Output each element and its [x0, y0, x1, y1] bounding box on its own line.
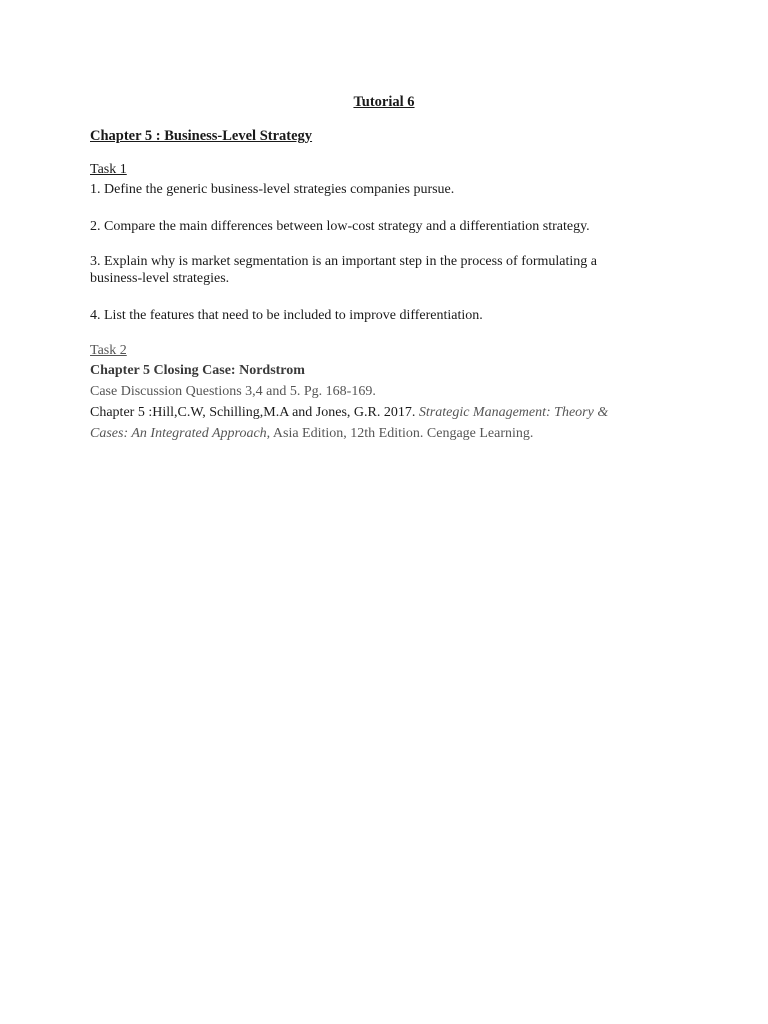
- task1-question-2: 2. Compare the main differences between low-cost strategy and a differentiation strategy.: [90, 219, 590, 234]
- task1-question-1: 1. Define the generic business-level strategies companies pursue.: [90, 182, 455, 197]
- reference-line-1: [90, 404, 608, 421]
- closing-case-heading: Chapter 5 Closing Case: Nordstrom: [90, 363, 305, 378]
- task1-question-4: 4. List the features that need to be included to improve differentiation.: [90, 308, 483, 323]
- task1-question-3-line1: 3. Explain why is market segmentation is an important step in the process of formulating a: [90, 254, 598, 269]
- chapter-heading: Chapter 5 : Business-Level Strategy: [90, 128, 313, 144]
- document-title: Tutorial 6: [353, 94, 415, 110]
- reference-line-2: [90, 425, 533, 442]
- task1-question-3-line2: business-level strategies.: [90, 271, 230, 286]
- case-discussion-questions: Case Discussion Questions 3,4 and 5. Pg. 168-169.: [90, 384, 376, 399]
- reference-book-title-part1: Strategic Management: Theory &: [418, 405, 609, 420]
- task2-label: Task 2: [90, 343, 127, 358]
- reference-book-title-part2: Cases: An Integrated Approach: [90, 426, 267, 441]
- reference-prefix: Chapter 5 :Hill,C.W, Schilling,M.A and Jones, G.R. 2017.: [90, 405, 419, 420]
- task1-label: Task 1: [90, 162, 127, 177]
- reference-suffix: , Asia Edition, 12th Edition. Cengage Learning.: [266, 426, 534, 441]
